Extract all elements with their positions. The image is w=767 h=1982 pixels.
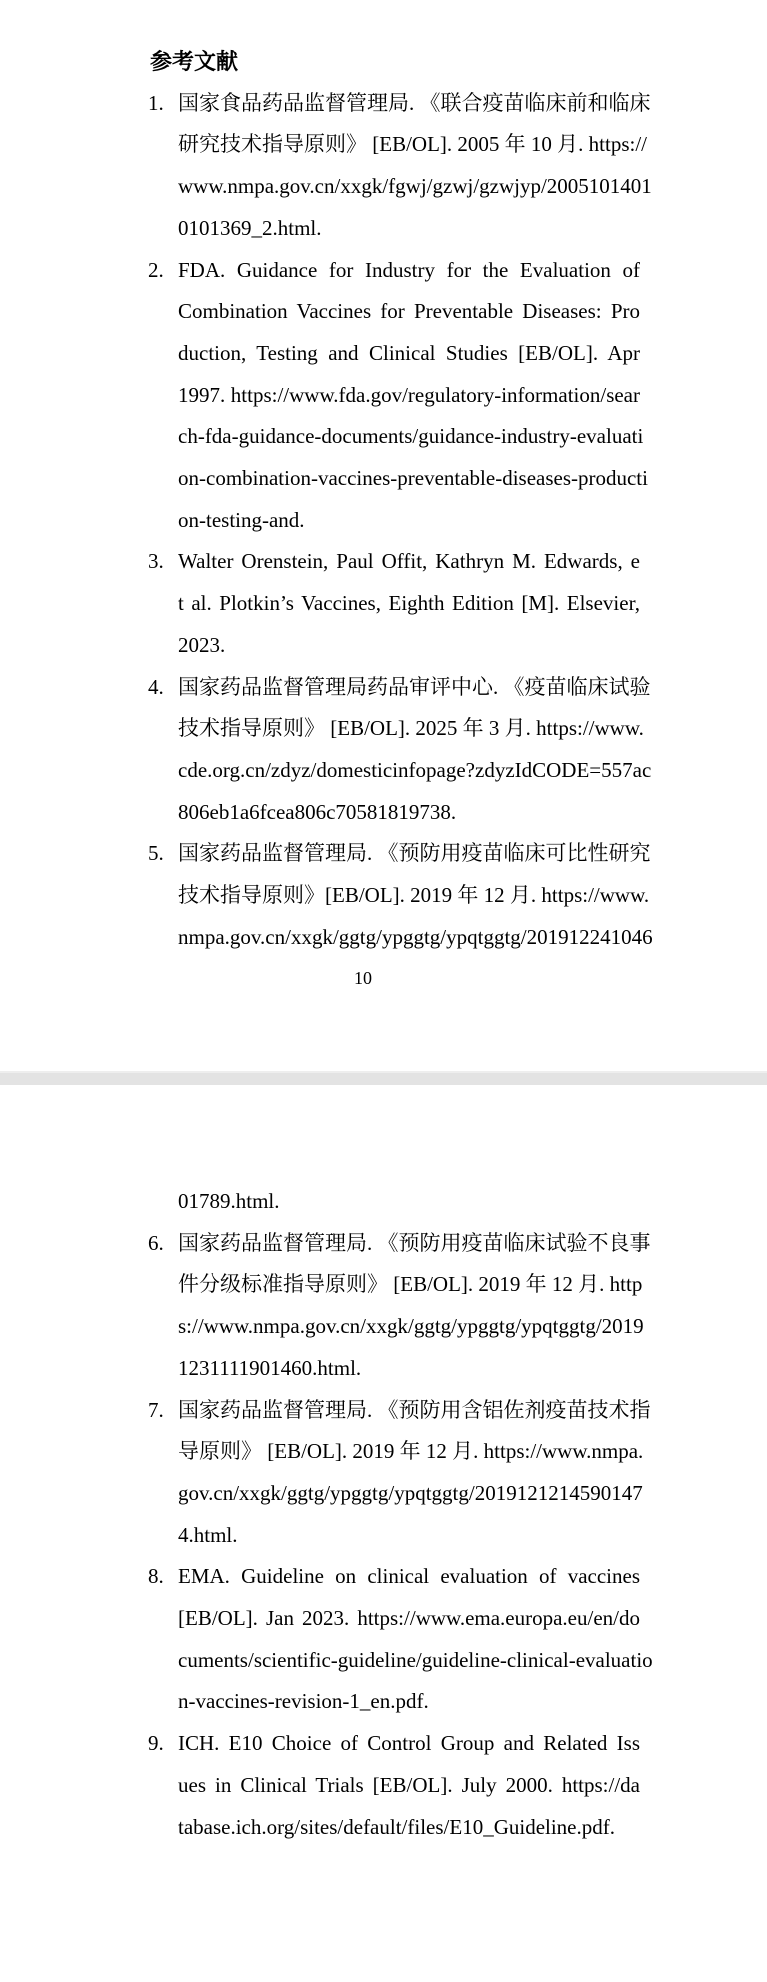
reference-line: FDA. Guidance for Industry for the Evaluation of [178,257,640,282]
reference-line: cde.org.cn/zdyz/domesticinfopage?zdyzIdCODE=557ac [178,757,652,782]
reference-line: ch-fda-guidance-documents/guidance-industry-evaluati [178,424,644,449]
reference-line: tabase.ich.org/sites/default/files/E10_Guideline.pdf. [178,1814,616,1839]
reference-line: [EB/OL]. Jan 2023. https://www.ema.europa.eu/en/do [178,1606,640,1631]
reference-line: 01789.html. [178,1189,280,1213]
reference-line: s://www.nmpa.gov.cn/xxgk/ggtg/ypggtg/ypqtggtg/2019 [178,1314,644,1339]
reference-line: nmpa.gov.cn/xxgk/ggtg/ypggtg/ypqtggtg/201912241046 [178,924,653,949]
reference-item [148,1390,651,1557]
reference-line: 国家药品监督管理局. 《预防用疫苗临床试验不良事 [178,1230,651,1255]
reference-number: 3. [148,549,164,574]
references-heading: 参考文献 [150,49,239,74]
reference-item [148,1223,651,1390]
reference-item [148,83,652,250]
reference-line: 1997. https://www.fda.gov/regulatory-information/sear [178,382,640,407]
reference-line: 技术指导原则》 [EB/OL]. 2025 年 3 月. https://www. [178,716,644,741]
reference-line: ICH. E10 Choice of Control Group and Related Iss [178,1731,640,1756]
reference-line: EMA. Guideline on clinical evaluation of vaccines [178,1564,640,1589]
reference-list-page-11 [148,1181,653,1848]
reference-number: 5. [148,841,164,866]
reference-line: Walter Orenstein, Paul Offit, Kathryn M. Edwards, e [178,549,640,574]
reference-line: 国家食品药品监督管理局. 《联合疫苗临床前和临床 [178,90,651,115]
reference-number: 9. [148,1731,164,1756]
reference-list-page-10 [148,83,653,959]
reference-line: 导原则》 [EB/OL]. 2019 年 12 月. https://www.nmpa. [178,1439,644,1464]
reference-line: 件分级标准指导原则》 [EB/OL]. 2019 年 12 月. http [178,1272,643,1297]
reference-number: 8. [148,1564,164,1589]
reference-item [148,1556,653,1723]
reference-number: 7. [148,1397,164,1422]
reference-number: 4. [148,674,164,699]
reference-line: on-combination-vaccines-preventable-diseases-producti [178,466,648,491]
reference-item [148,1723,640,1848]
reference-line: ues in Clinical Trials [EB/OL]. July 2000. https://da [178,1772,640,1797]
reference-line: 806eb1a6fcea806c70581819738. [178,799,457,824]
reference-line: 技术指导原则》[EB/OL]. 2019 年 12 月. https://www. [178,883,650,908]
reference-line: cuments/scientific-guideline/guideline-clinical-evaluatio [178,1647,653,1672]
reference-item [148,833,653,958]
reference-line: 研究技术指导原则》 [EB/OL]. 2005 年 10 月. https:// [178,132,647,157]
reference-line: 1231111901460.html. [178,1355,362,1380]
reference-item [178,1181,640,1223]
page-divider [0,1071,767,1085]
reference-line: 国家药品监督管理局药品审评中心. 《疫苗临床试验 [178,674,651,699]
reference-line: www.nmpa.gov.cn/xxgk/fgwj/gzwj/gzwjyp/2005101401 [178,174,652,199]
reference-item [148,667,652,834]
reference-line: 4.html. [178,1522,238,1547]
reference-line: 0101369_2.html. [178,215,322,240]
reference-line: n-vaccines-revision-1_en.pdf. [178,1689,429,1714]
reference-line: 2023. [178,632,226,657]
reference-number: 1. [148,90,164,115]
reference-line: 国家药品监督管理局. 《预防用疫苗临床可比性研究 [178,841,651,866]
page-11 [0,1085,767,1982]
reference-line: Combination Vaccines for Preventable Diseases: Pro [178,299,640,324]
reference-item [148,541,640,666]
page-number: 10 [354,968,372,989]
reference-number: 2. [148,257,164,282]
reference-line: on-testing-and. [178,507,305,532]
reference-item [148,250,648,542]
reference-line: 国家药品监督管理局. 《预防用含铝佐剂疫苗技术指 [178,1397,651,1422]
reference-line: gov.cn/xxgk/ggtg/ypggtg/ypqtggtg/2019121214590147 [178,1480,643,1505]
reference-number: 6. [148,1230,164,1255]
reference-line: duction, Testing and Clinical Studies [EB/OL]. Apr [178,340,640,365]
reference-line: t al. Plotkin’s Vaccines, Eighth Edition [M]. Elsevier, [178,591,640,616]
